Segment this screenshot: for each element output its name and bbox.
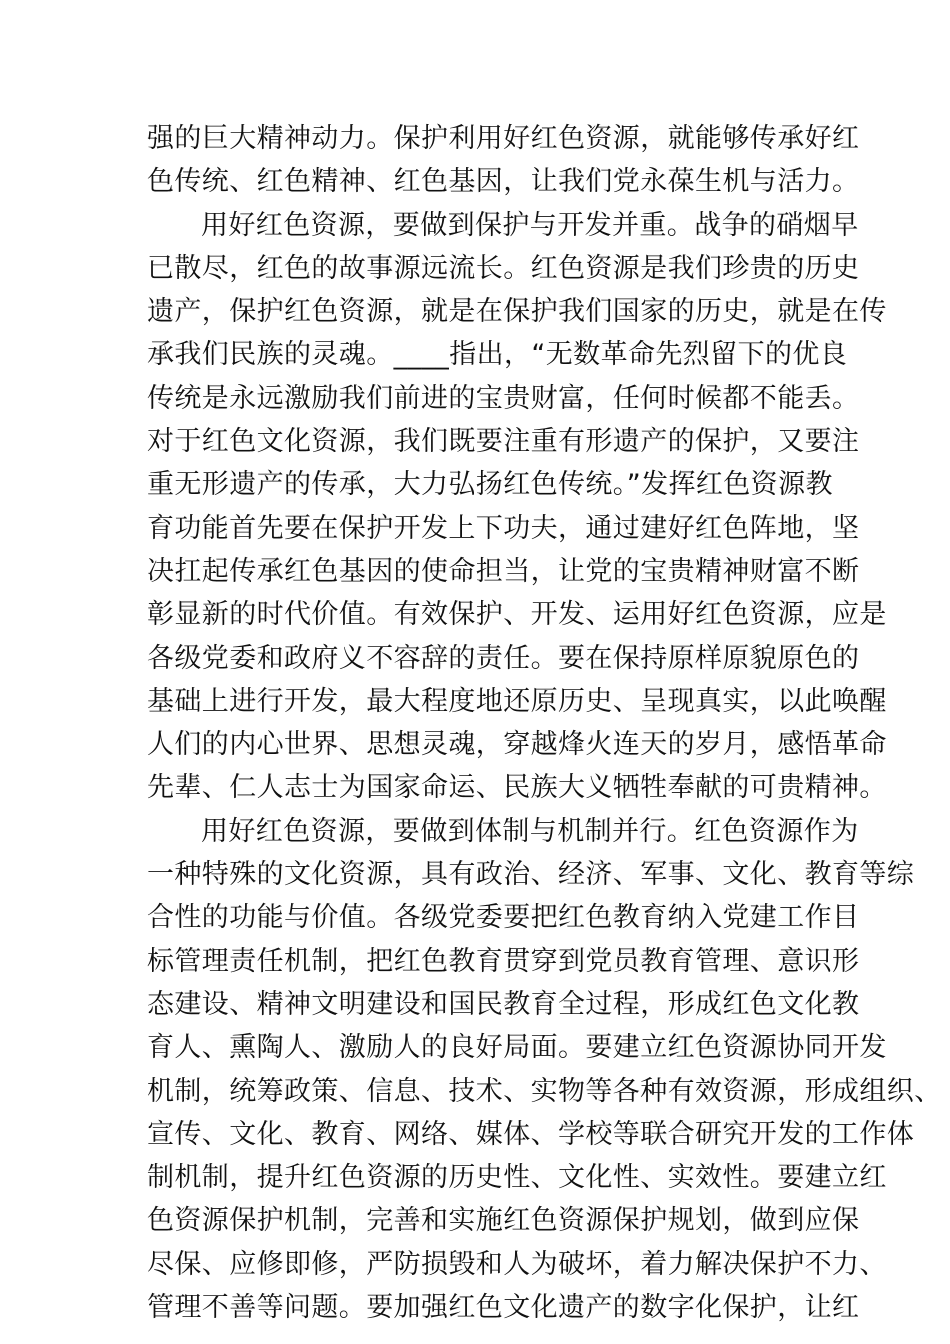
text-line: 人们的内心世界、思想灵魂，穿越烽火连天的岁月，感悟革命 xyxy=(147,729,887,761)
text-line: 一种特殊的文化资源，具有政治、经济、军事、文化、教育等综 xyxy=(147,859,915,891)
text-line: 标管理责任机制，把红色教育贯穿到党员教育管理、意识形 xyxy=(147,945,860,977)
text-line: 合性的功能与价值。各级党委要把红色教育纳入党建工作目 xyxy=(147,902,860,934)
text-line: 色传统、红色精神、红色基因，让我们党永葆生机与活力。 xyxy=(147,166,860,198)
text-line: 育功能首先要在保护开发上下功夫，通过建好红色阵地，坚 xyxy=(147,512,860,544)
paragraph-first-line: 用好红色资源，要做到体制与机制并行。红色资源作为 xyxy=(201,815,859,847)
text-line: 色资源保护机制，完善和实施红色资源保护规划，做到应保 xyxy=(147,1205,860,1237)
text-line: 强的巨大精神动力。保护利用好红色资源，就能够传承好红 xyxy=(147,123,860,154)
text-line: 制机制，提升红色资源的历史性、文化性、实效性。要建立红 xyxy=(147,1162,887,1194)
text-line: 基础上进行开发，最大程度地还原历史、呈现真实，以此唤醒 xyxy=(147,685,887,717)
text-line: 各级党委和政府义不容辞的责任。要在保持原样原貌原色的 xyxy=(147,642,860,674)
document-body xyxy=(147,117,942,1329)
text-line: 先辈、仁人志士为国家命运、民族大义牺牲奉献的可贵精神。 xyxy=(147,772,887,804)
text-line: 管理不善等问题。要加强红色文化遗产的数字化保护，让红 xyxy=(147,1292,860,1324)
text-line: 重无形遗产的传承，大力弘扬红色传统。”发挥红色资源教 xyxy=(147,469,833,501)
text-line: 机制，统筹政策、信息、技术、实物等各种有效资源，形成组织、 xyxy=(147,1075,942,1107)
text-line: 对于红色文化资源，我们既要注重有形遗产的保护，又要注 xyxy=(147,426,860,458)
text-line: 决扛起传承红色基因的使命担当，让党的宝贵精神财富不断 xyxy=(147,555,860,587)
text-line: 态建设、精神文明建设和国民教育全过程，形成红色文化教 xyxy=(147,988,860,1020)
text-line: 宣传、文化、教育、网络、媒体、学校等联合研究开发的工作体 xyxy=(147,1118,915,1150)
text-line: 彰显新的时代价值。有效保护、开发、运用好红色资源，应是 xyxy=(147,599,887,631)
text-line: 已散尽，红色的故事源远流长。红色资源是我们珍贵的历史 xyxy=(147,252,860,284)
text-line: 传统是永远激励我们前进的宝贵财富，任何时候都不能丢。 xyxy=(147,382,860,414)
text-line: 承我们民族的灵魂。____指出，“无数革命先烈留下的优良 xyxy=(147,339,848,371)
text-line: 育人、熏陶人、激励人的良好局面。要建立红色资源协同开发 xyxy=(147,1032,887,1064)
text-line: 遗产，保护红色资源，就是在保护我们国家的历史，就是在传 xyxy=(147,296,887,328)
paragraph-first-line: 用好红色资源，要做到保护与开发并重。战争的硝烟早 xyxy=(201,209,859,241)
text-line: 尽保、应修即修，严防损毁和人为破坏，着力解决保护不力、 xyxy=(147,1248,887,1280)
